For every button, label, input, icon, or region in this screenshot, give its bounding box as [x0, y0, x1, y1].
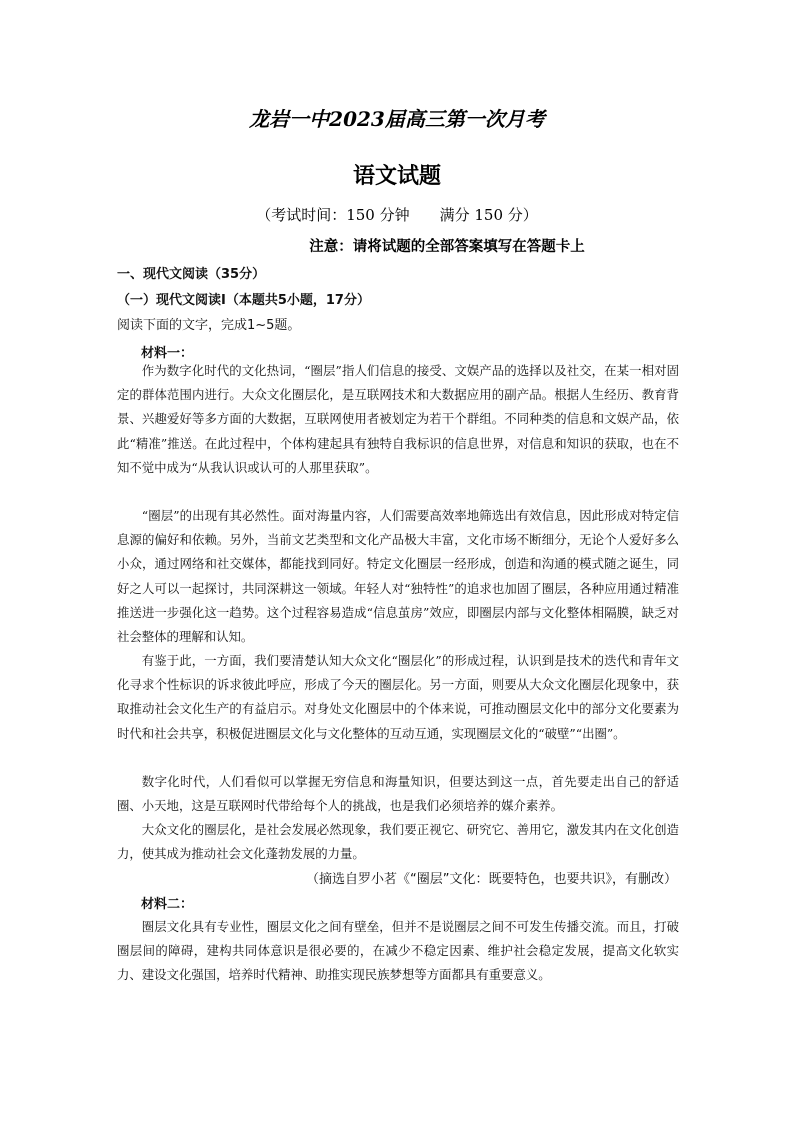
- sub-section-heading: （一）现代文阅读Ⅰ（本题共5小题，17分）: [117, 293, 370, 308]
- material-one-paragraph: 作为数字化时代的文化热词，“圈层”指人们信息的接受、文娱产品的选择以及社交，在某一相对固定的群体范围内进行。大众文化圈层化，是互联网技术和大数据应用的副产品。根据人生经历、教育背景、兴趣爱好等多方面的大数据，互联网使用者被划定为若干个群组。不同种类的信息和文娱产品，依此“精准”推送。在此过程中，个体构建起具有独特自我标识的信息世界，对信息和知识的获取，也在不知不觉中成为“从我认识或认可的人那里获取”。: [117, 363, 679, 475]
- section-heading: 一、现代文阅读（35分）: [117, 267, 266, 282]
- material-two-label: 材料二：: [141, 897, 194, 912]
- subject-title: 语文试题: [352, 163, 441, 189]
- notice: 注意：请将试题的全部答案填写在答题卡上: [309, 239, 585, 255]
- source-citation: （摘选自罗小茗《“圈层”文化：既要特色，也要共识》，有删改）: [306, 872, 677, 887]
- material-two-paragraph: 圈层文化具有专业性，圈层文化之间有壁垒，但并不是说圈层之间不可发生传播交流。而且，打破圈层间的障碍，建构共同体意识是很必要的，在减少不稳定因素、维护社会稳定发展，提高文化软实力、建设文化强国，培养时代精神、助推实现民族梦想等方面都具有重要意义。: [117, 919, 679, 983]
- instruction: 阅读下面的文字，完成1~5题。: [117, 318, 301, 333]
- material-one-paragraph: “圈层”的出现有其必然性。面对海量内容，人们需要高效率地筛选出有效信息，因此形成对特定信息源的偏好和依赖。另外，当前文艺类型和文化产品极大丰富，文化市场不断细分，无论个人爱好多么小众，通过网络和社交媒体，都能找到同好。特定文化圈层一经形成，创造和沟通的模式随之诞生，同好之人可以一起探讨，共同深耕这一领域。年轻人对“独特性”的追求也加固了圈层，各种应用通过精准推送进一步强化这一趋势。这个过程容易造成“信息茧房”效应，即圈层内部与文化整体相隔膜，缺乏对社会整体的理解和认知。: [117, 508, 679, 645]
- material-one-paragraph: 数字化时代，人们看似可以掌握无穷信息和海量知识，但要达到这一点，首先要走出自己的舒适圈、小天地，这是互联网时代带给每个人的挑战，也是我们必须培养的媒介素养。: [117, 774, 679, 814]
- material-one-paragraph: 大众文化的圈层化，是社会发展必然现象，我们要正视它、研究它、善用它，激发其内在文化创造力，使其成为推动社会文化蓬勃发展的力量。: [117, 822, 679, 862]
- material-one-label: 材料一：: [141, 346, 194, 361]
- exam-title: 龙岩一中2023届高三第一次月考: [249, 107, 545, 131]
- exam-info: （考试时间：150 分钟 满分 150 分）: [256, 206, 538, 224]
- material-one-paragraph: 有鉴于此，一方面，我们要清楚认知大众文化“圈层化”的形成过程，认识到是技术的迭代和青年文化寻求个性标识的诉求彼此呼应，形成了今天的圈层化。另一方面，则要从大众文化圈层化现象中，获取推动社会文化生产的有益启示。对身处文化圈层中的个体来说，可推动圈层文化中的部分文化要素为时代和社会共享，积极促进圈层文化与文化整体的互动互通，实现圈层文化的“破壁”“出圈”。: [117, 653, 679, 741]
